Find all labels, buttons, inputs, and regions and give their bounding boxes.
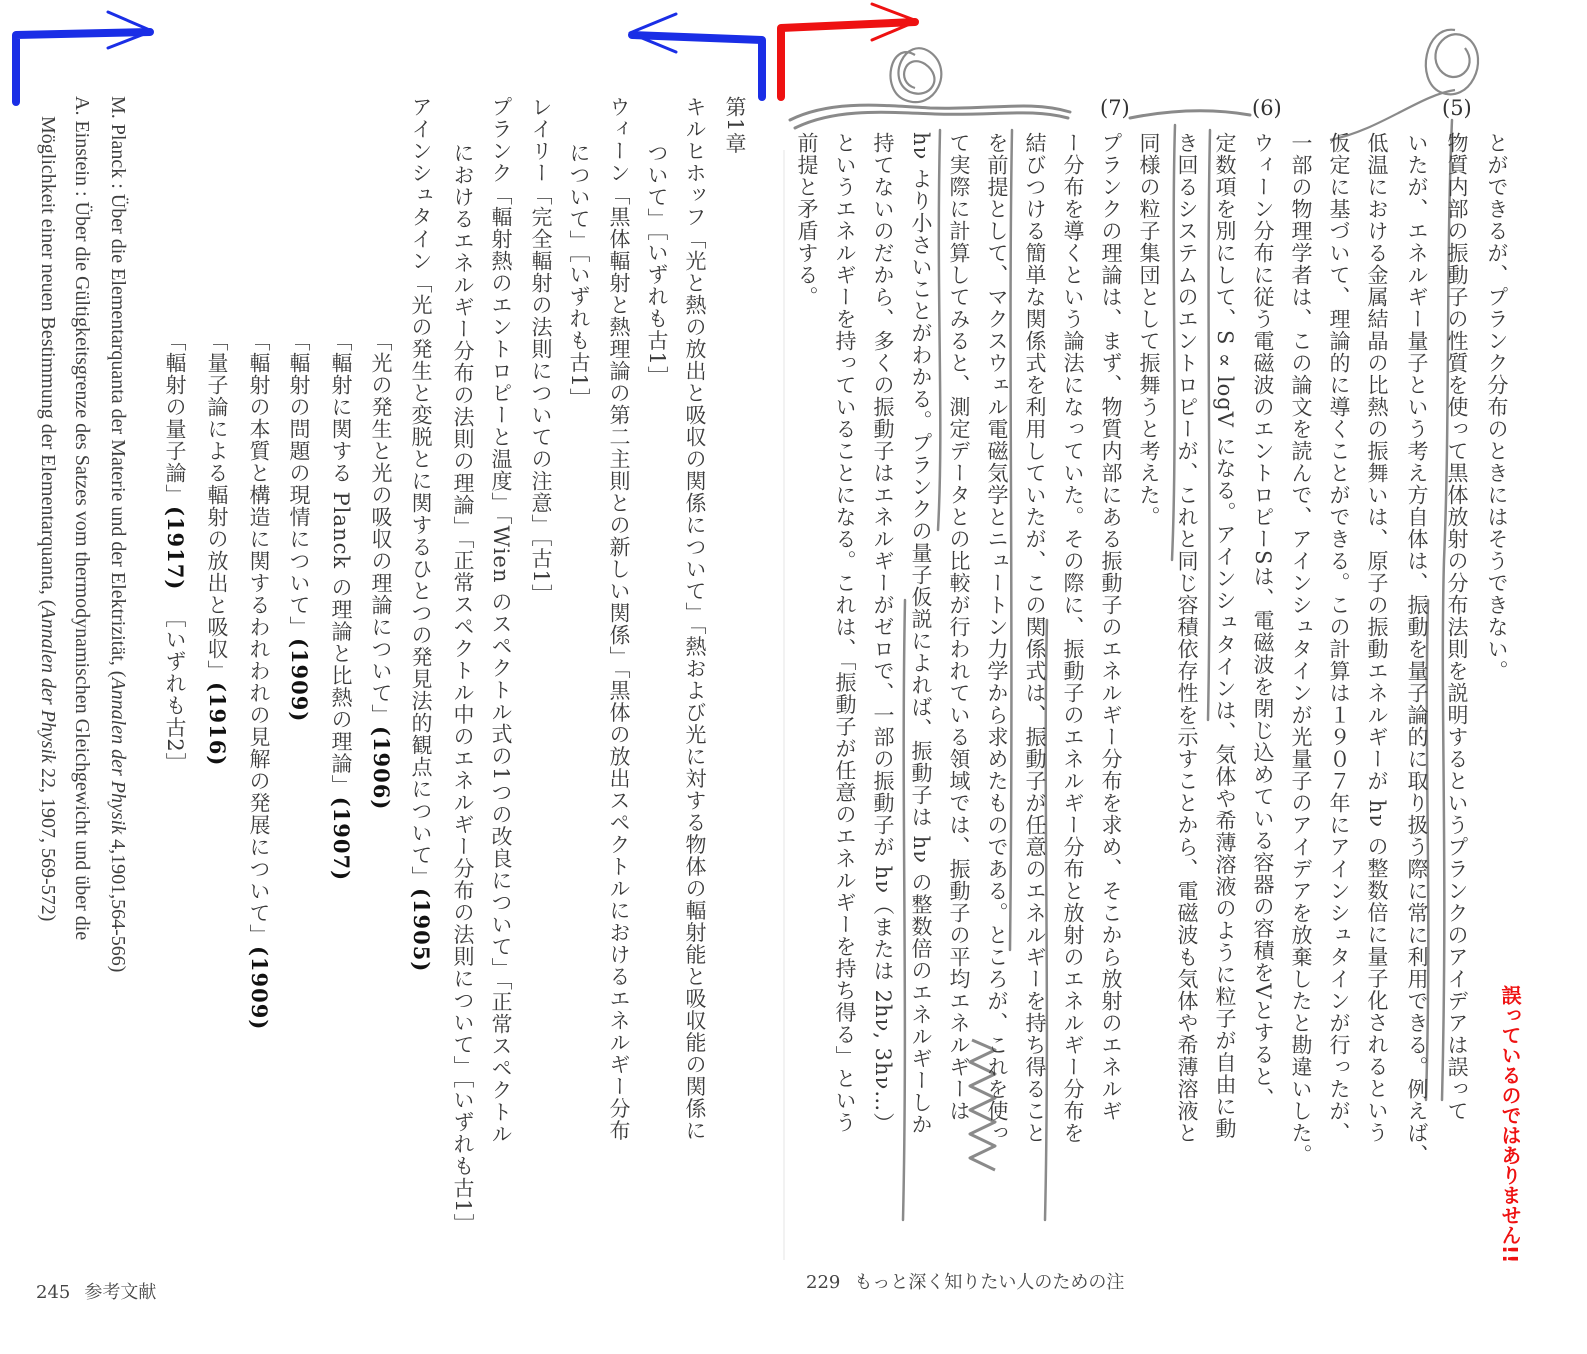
reference-latin-text: Möglichkeit einer neuen Bestimmung der Elementarquanta, ( [37, 116, 59, 607]
note-line: 定数項を別にして、S ∝ logV になる。アインシュタインは、気体や希薄溶液のように粒子が自由に動 [1213, 132, 1237, 1140]
page-footer-right [806, 1268, 1124, 1294]
reference-title: 「輻射の量子論」 [163, 330, 187, 506]
reference-entry [370, 330, 392, 810]
note-line: を前提として、マクスウェル電磁気学とニュートン力学から求めたものである。ところが、これを使っ [985, 132, 1009, 1144]
reference-entry [330, 330, 352, 881]
page-number: 245 [36, 1282, 71, 1303]
reference-entry: ついて」［いずれも古1］ [645, 142, 669, 388]
note-line: 結びつける簡単な関係式を利用していたが、この関係式は、振動子が任意のエネルギーを持ち得ること [1023, 132, 1047, 1144]
note-number-6: (6) [1252, 96, 1282, 120]
reference-year: (1916) [205, 682, 230, 767]
reference-year: (1905) [409, 888, 434, 973]
reference-latin-tail: 4,1901,564-566) [107, 834, 129, 973]
reference-entry: におけるエネルギー分布の法則の理論」「正常スペクトル中のエネルギー分布の法則について」［いずれも古1］ [451, 142, 475, 1236]
reference-entry: プランク「輻射熱のエントロピーと温度」「Wien のスペクトル式の1つの改良について」「正常スペクトル [489, 96, 513, 1145]
reference-entry [206, 330, 228, 766]
reference-entry [164, 330, 186, 775]
pencil-scribble-circle-icon [891, 30, 1479, 140]
note-line: というエネルギーを持っていることになる。これは、「振動子が任意のエネルギーを持ち得る」という [833, 132, 857, 1134]
reference-title: 「輻射の本質と構造に関するわれわれの見解の発展について」 [247, 330, 271, 946]
reference-note: ［いずれも古2］ [163, 606, 187, 775]
note-line: 持てないのだから、多くの振動子はエネルギーがゼロで、一部の振動子が hν（または 2hν, 3hν…） [871, 132, 895, 1135]
reference-entry: ウィーン「黒体輻射と熱理論の第二主則との新しい関係」「黒体の放出スペクトルにおけるエネルギー分布 [607, 96, 631, 1142]
note-line: ウィーン分布に従う電磁波のエントロピーSは、電磁波を閉じ込めている容器の容積をVとすると、 [1251, 132, 1275, 1110]
reference-entry [288, 330, 310, 722]
note-number-5: (5) [1442, 96, 1472, 120]
reference-title: 「輻射に関する Planck の理論と比熱の理論」 [329, 330, 353, 797]
reference-einstein-latin-cont [38, 116, 58, 921]
reference-year: (1909) [247, 946, 272, 1031]
red-arrow-icon [781, 4, 917, 97]
note-line: 仮定に基づいて、理論的に導くことができる。この計算は１９０７年にアインシュタインが行ったが、 [1327, 132, 1351, 1144]
note-line: プランクの理論は、まず、物質内部にある振動子のエネルギー分布を求め、そこから放射のエネルギ [1099, 132, 1123, 1122]
chapter-heading: 第1章 [723, 96, 747, 155]
note-line: いたが、エネルギー量子という考え方自体は、振動を量子論的に取り扱う際に常に利用できる。例えば、 [1405, 132, 1429, 1166]
page-running-title: 参考文献 [84, 1282, 157, 1303]
reference-title: 「輻射の問題の現情について」 [287, 330, 311, 638]
blue-arrow-left-icon [16, 12, 152, 102]
note-line: 一部の物理学者は、この論文を読んで、アインシュタインが光量子のアイデアを放棄したと勘違いした。 [1289, 132, 1313, 1166]
note-line: ー分布を導くという論法になっていた。その際に、振動子のエネルギー分布と放射のエネルギー分布を [1061, 132, 1085, 1144]
blue-arrow-middle-icon [630, 14, 762, 97]
reference-title: 「光の発生と光の吸収の理論について」 [369, 330, 393, 726]
page-running-title: もっと深く知りたい人のための注 [854, 1272, 1125, 1293]
reference-year: (1909) [287, 638, 312, 723]
page-footer-left [36, 1278, 156, 1304]
reference-latin-text: M. Planck : Über die Elementarquanta der Materie und der Elektrizität, ( [107, 96, 129, 678]
red-annotation: 誤っているのではありません!! [1498, 985, 1522, 1264]
note-line: き回るシステムのエントロピーが、これと同じ容積依存性を示すことから、電磁波も気体や希薄溶液と [1175, 132, 1199, 1144]
reference-entry [248, 330, 270, 1030]
reference-einstein-latin [72, 96, 92, 940]
pencil-wave-icon [790, 105, 1250, 128]
page-number: 229 [806, 1272, 841, 1293]
note-line: 物質内部の振動子の性質を使って黒体放射の分布法則を説明するというプランクのアイデアは誤って [1445, 132, 1469, 1122]
reference-title: アインシュタイン「光の発生と変脱とに関するひとつの発見法的観点について」 [409, 96, 433, 888]
note-line: とができるが、プランク分布のときにはそうできない。 [1485, 132, 1509, 682]
reference-year: (1917) [163, 506, 188, 591]
reference-latin-text: A. Einstein : Über die Gültigkeitsgrenze des Satzes vom thermodynamischen Gleichgewicht und über die [71, 96, 93, 941]
reference-year: (1906) [369, 726, 394, 811]
note-line: 前提と矛盾する。 [795, 132, 819, 308]
journal-name: Annalen der Physik [37, 606, 59, 764]
reference-planck-latin [108, 96, 128, 972]
reference-entry: について」［いずれも古1］ [567, 142, 591, 410]
reference-title: 「量子論による輻射の放出と吸収」 [205, 330, 229, 682]
reference-entry [410, 96, 432, 972]
note-line: 同様の粒子集団として振舞うと考えた。 [1137, 132, 1161, 528]
reference-entry: レイリー「完全輻射の法則についての注意」［古1］ [529, 96, 553, 606]
note-line: 低温における金属結晶の比熱の振舞いは、原子の振動エネルギーが hν の整数倍に量子化されるという [1365, 132, 1389, 1144]
reference-entry: キルヒホッフ「光と熱の放出と吸収の関係について」「熱および光に対する物体の輻射能と吸収能の関係に [683, 96, 707, 1142]
reference-year: (1907) [329, 796, 354, 882]
reference-latin-tail: 22, 1907, 569-572) [37, 763, 59, 922]
journal-name: Annalen der Physik [107, 677, 129, 835]
note-line: て実際に計算してみると、測定データとの比較が行われている領域では、振動子の平均エネルギーは [947, 132, 971, 1122]
note-line: hν より小さいことがわかる。プランクの量子仮説によれば、振動子は hν の整数倍のエネルギーしか [909, 132, 933, 1136]
note-number-7: (7) [1100, 96, 1130, 120]
